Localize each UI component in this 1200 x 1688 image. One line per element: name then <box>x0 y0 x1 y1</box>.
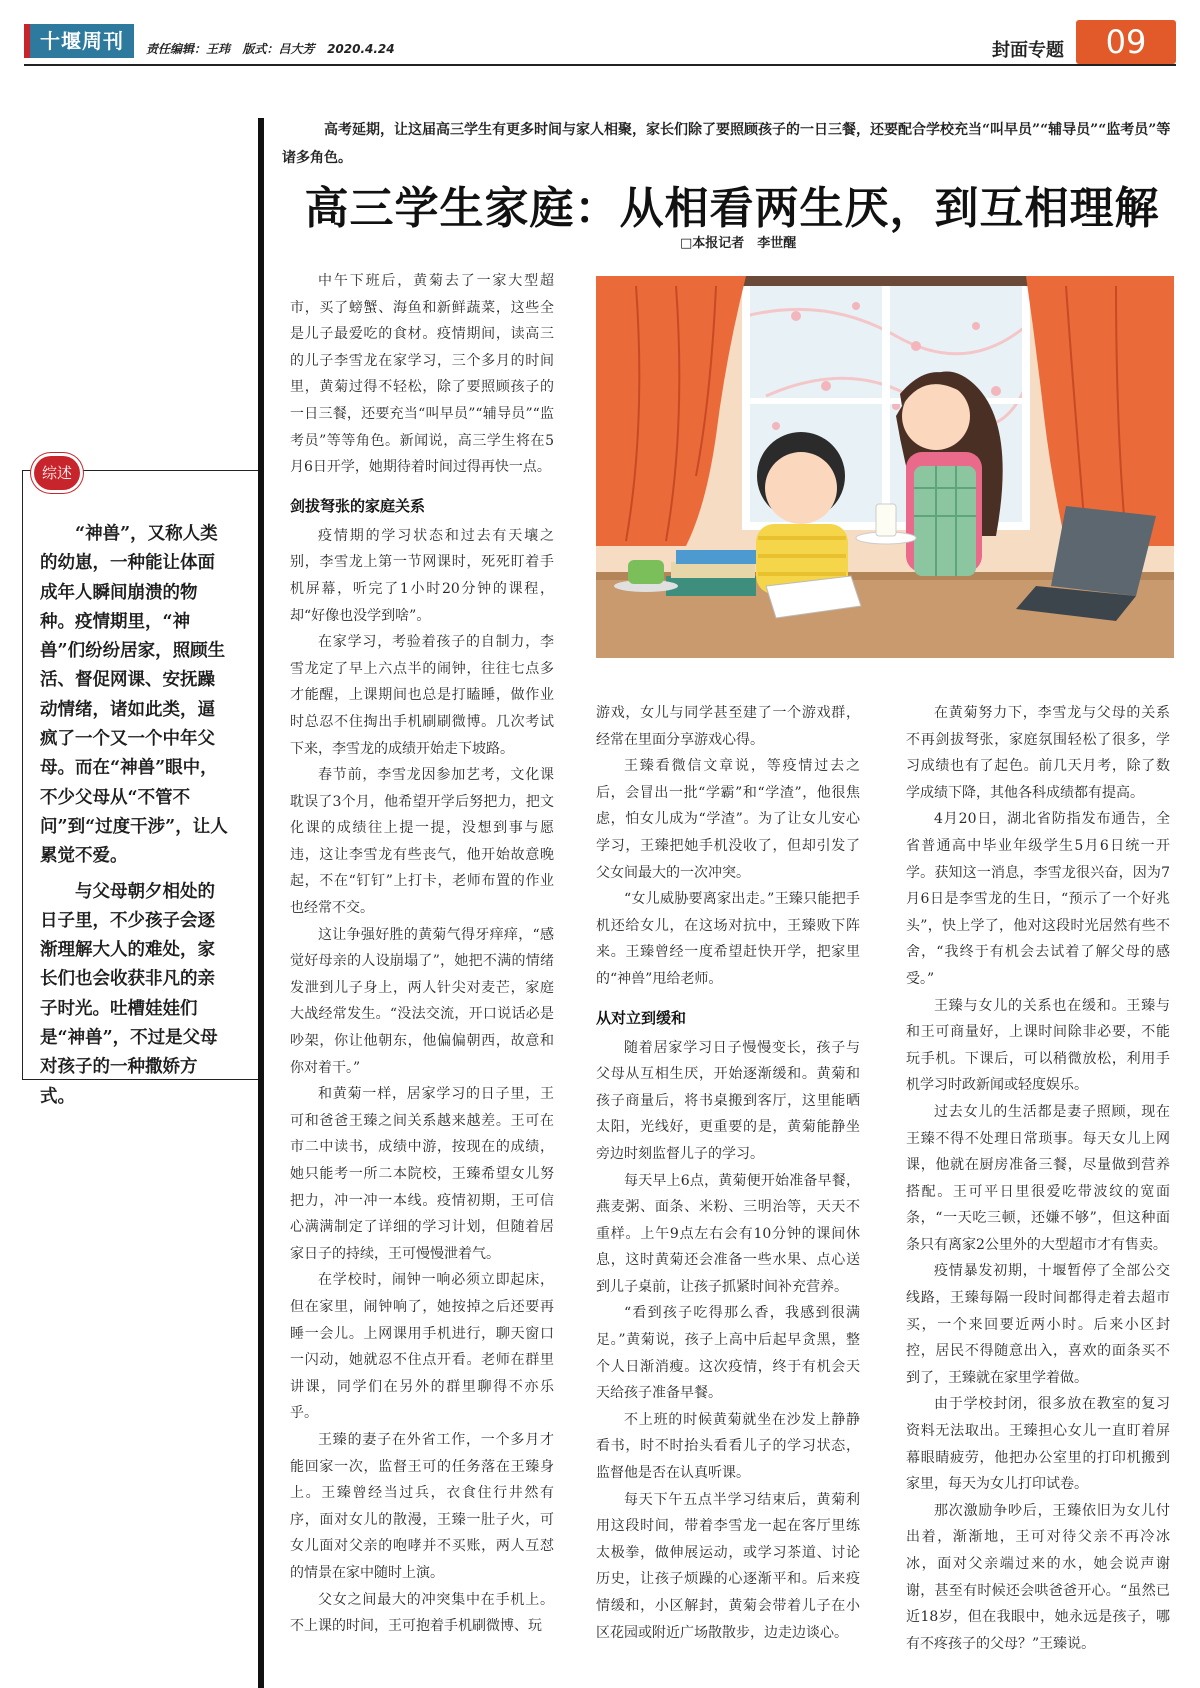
body-paragraph: 游戏，女儿与同学甚至建了一个游戏群，经常在里面分享游戏心得。 <box>596 705 860 748</box>
subhead-from-opposition: 从对立到缓和 <box>596 1008 687 1027</box>
sidebar-paragraph: “神兽”，又称人类的幼崽，一种能让体面成年人瞬间崩溃的物种。疫情期里，“神兽”们纷纷居家，照顾生活、督促网课、安抚躁动情绪，诸如此类，逼疯了一个又一个中年父母。而在“神兽”眼中，不少父母从“不管不问”到“过度干涉”，让人累觉不爱。 <box>40 524 228 867</box>
masthead-logo: 十堰周刊 <box>24 24 134 58</box>
sidebar-paragraph: 与父母朝夕相处的日子里，不少孩子会逐渐理解大人的难处，家长们也会收获非凡的亲子时光。吐槽娃娃们是“神兽”，不过是父母对孩子的一种撒娇方式。 <box>40 881 218 1107</box>
lead-vertical-bar <box>258 118 264 1688</box>
body-paragraph: 每天下午五点半学习结束后，黄菊利用这段时间，带着李雪龙一起在客厅里练太极拳，做伸展运动，或学习茶道、讨论历史，让孩子烦躁的心逐渐平和。后来疫情缓和，小区解封，黄菊会带着儿子在小区花园或附近广场散散步，边走边谈心。 <box>596 1491 860 1641</box>
section-title: 封面专题 <box>992 40 1064 61</box>
subhead-tense-relations: 剑拔弩张的家庭关系 <box>290 496 426 515</box>
article-column-2 <box>596 700 860 1688</box>
body-paragraph: 4月20日，湖北省防指发布通告，全省普通高中毕业年级学生5月6日统一开学。获知这一消息，李雪龙很兴奋，因为7月6日是李雪龙的生日，“预示了一个好兆头”，快上学了，他对这段时光居然有些不舍，“我终于有机会去试着了解父母的感受。” <box>906 811 1170 987</box>
page-number-badge: 09 <box>1076 20 1176 64</box>
body-paragraph: “看到孩子吃得那么香，我感到很满足。”黄菊说，孩子上高中后起早贪黑，整个人日渐消瘦。这次疫情，终于有机会天天给孩子准备早餐。 <box>596 1305 860 1402</box>
body-paragraph: 不上班的时候黄菊就坐在沙发上静静看书，时不时抬头看看儿子的学习状态，监督他是否在认真听课。 <box>596 1411 860 1482</box>
body-paragraph: 由于学校封闭，很多放在教室的复习资料无法取出。王臻担心女儿一直盯着屏幕眼睛疲劳，他把办公室里的打印机搬到家里，每天为女儿打印试卷。 <box>906 1396 1170 1493</box>
body-paragraph: “女儿威胁要离家出走。”王臻只能把手机还给女儿，在这场对抗中，王臻败下阵来。王臻曾经一度希望赶快开学，把家里的“神兽”甩给老师。 <box>596 891 860 987</box>
body-paragraph: 父女之间最大的冲突集中在手机上。不上课的时间，王可抱着手机刷微博、玩 <box>290 1591 554 1635</box>
article-byline: □本报记者 李世醒 <box>680 236 797 251</box>
article-title: 高三学生家庭：从相看两生厌，到互相理解 <box>304 183 1160 234</box>
body-paragraph: 这让争强好胜的黄菊气得牙痒痒，“感觉好母亲的人设崩塌了”，她把不满的情绪发泄到儿子身上，两人针尖对麦芒，家庭大战经常发生。“没法交流，开口说话必是吵架，你让他朝东，他偏偏朝西，故意和你对着干。” <box>290 926 554 1076</box>
body-paragraph: 中午下班后，黄菊去了一家大型超市，买了螃蟹、海鱼和新鲜蔬菜，这些全是儿子最爱吃的食材。疫情期间，读高三的儿子李雪龙在家学习，三个多月的时间里，黄菊过得不轻松，除了要照顾孩子的一日三餐，还要充当“叫早员”“辅导员”“监考员”等等角色。新闻说，高三学生将在5月6日开学，她期待着时间过得再快一点。 <box>290 273 554 476</box>
body-paragraph: 每天早上6点，黄菊便开始准备早餐，燕麦粥、面条、米粉、三明治等，天天不重样。上午9点左右会有10分钟的课间休息，这时黄菊还会准备一些水果、点心送到儿子桌前，让孩子抓紧时间补充营养。 <box>596 1172 860 1295</box>
body-paragraph: 在家学习，考验着孩子的自制力，李雪龙定了早上六点半的闹钟，往往七点多才能醒，上课期间也总是打瞌睡，做作业时总忍不住掏出手机刷刷微博。几次考试下来，李雪龙的成绩开始走下坡路。 <box>290 634 554 757</box>
body-paragraph: 王臻看微信文章说，等疫情过去之后，会冒出一批“学霸”和“学渣”，他很焦虑，怕女儿成为“学渣”。为了让女儿安心学习，王臻把她手机没收了，但却引发了父女间最大的一次冲突。 <box>596 758 860 881</box>
body-paragraph: 在学校时，闹钟一响必须立即起床，但在家里，闹钟响了，她按掉之后还要再睡一会儿。上网课用手机进行，聊天窗口一闪动，她就忍不住点开看。老师在群里讲课，同学们在另外的群里聊得不亦乐乎。 <box>290 1272 554 1422</box>
body-paragraph: 过去女儿的生活都是妻子照顾，现在王臻不得不处理日常琐事。每天女儿上网课，他就在厨房准备三餐，尽量做到营养搭配。王可平日里很爱吃带波纹的宽面条，“一天吃三顿，还嫌不够”，但这种面条只有离家2公里外的大型超市才有售卖。 <box>906 1103 1170 1253</box>
body-paragraph: 随着居家学习日子慢慢变长，孩子与父母从互相生厌，开始逐渐缓和。黄菊和孩子商量后，将书桌搬到客厅，这里能晒太阳，光线好，更重要的是，黄菊能静坐旁边时刻监督儿子的学习。 <box>596 1039 860 1162</box>
body-paragraph: 那次激励争吵后，王臻依旧为女儿付出着，渐渐地，王可对待父亲不再冷冰冰，面对父亲端过来的水，她会说声谢谢，甚至有时候还会哄爸爸开心。“虽然已近18岁，但在我眼中，她永远是孩子，哪有不疼孩子的父母？”王臻说。 <box>906 1502 1170 1652</box>
header-divider <box>24 64 1176 66</box>
body-paragraph: 疫情期的学习状态和过去有天壤之别，李雪龙上第一节网课时，死死盯着手机屏幕，听完了1小时20分钟的课程，却“好像也没学到啥”。 <box>290 527 554 624</box>
body-paragraph: 疫情暴发初期，十堰暂停了全部公交线路，王臻每隔一段时间都得走着去超市买，一个来回要近两小时。后来小区封控，居民不得随意出入，喜欢的面条买不到了，王臻就在家里学着做。 <box>906 1263 1170 1386</box>
body-paragraph: 和黄菊一样，居家学习的日子里，王可和爸爸王臻之间关系越来越差。王可在市二中读书，成绩中游，按现在的成绩，她只能考一所二本院校，王臻希望女儿努把力，冲一冲一本线。疫情初期，王可信心满满制定了详细的学习计划，但随着居家日子的持续，王可慢慢泄着气。 <box>290 1086 554 1262</box>
editor-credits: 责任编辑：王玮 版式：吕大芳 2020.4.24 <box>146 42 395 56</box>
mother-serving-milk-to-son-studying-icon <box>596 276 1174 658</box>
body-paragraph: 春节前，李雪龙因参加艺考，文化课耽误了3个月，他希望开学后努把力，把文化课的成绩往上提一提，没想到事与愿违，这让李雪龙有些丧气，他开始故意晚起，不在“钉钉”上打卡，老师布置的作业也经常不交。 <box>290 767 554 917</box>
body-paragraph: 王臻与女儿的关系也在缓和。王臻与和王可商量好，上课时间除非必要，不能玩手机。下课后，可以稍微放松，利用手机学习时政新闻或轻度娱乐。 <box>906 997 1170 1094</box>
sidebar-summary <box>40 520 230 1118</box>
body-paragraph: 王臻的妻子在外省工作，一个多月才能回家一次，监督王可的任务落在王臻身上。王臻曾经当过兵，衣食住行井然有序，面对女儿的散漫，王臻一肚子火，可女儿面对父亲的咆哮并不买账，两人互怼的情景在家中随时上演。 <box>290 1431 554 1581</box>
article-lead: 高考延期，让这届高三学生有更多时间与家人相聚，家长们除了要照顾孩子的一日三餐，还要配合学校充当“叫早员”“辅导员”“监考员”等诸多角色。 <box>282 122 1171 166</box>
article-column-3 <box>906 700 1170 1688</box>
sidebar-badge: 综述 <box>34 456 80 490</box>
body-paragraph: 在黄菊努力下，李雪龙与父母的关系不再剑拔弩张，家庭氛围轻松了很多，学习成绩也有了起色。前几天月考，除了数学成绩下降，其他各科成绩都有提高。 <box>906 705 1170 801</box>
article-column-1 <box>290 268 554 1688</box>
